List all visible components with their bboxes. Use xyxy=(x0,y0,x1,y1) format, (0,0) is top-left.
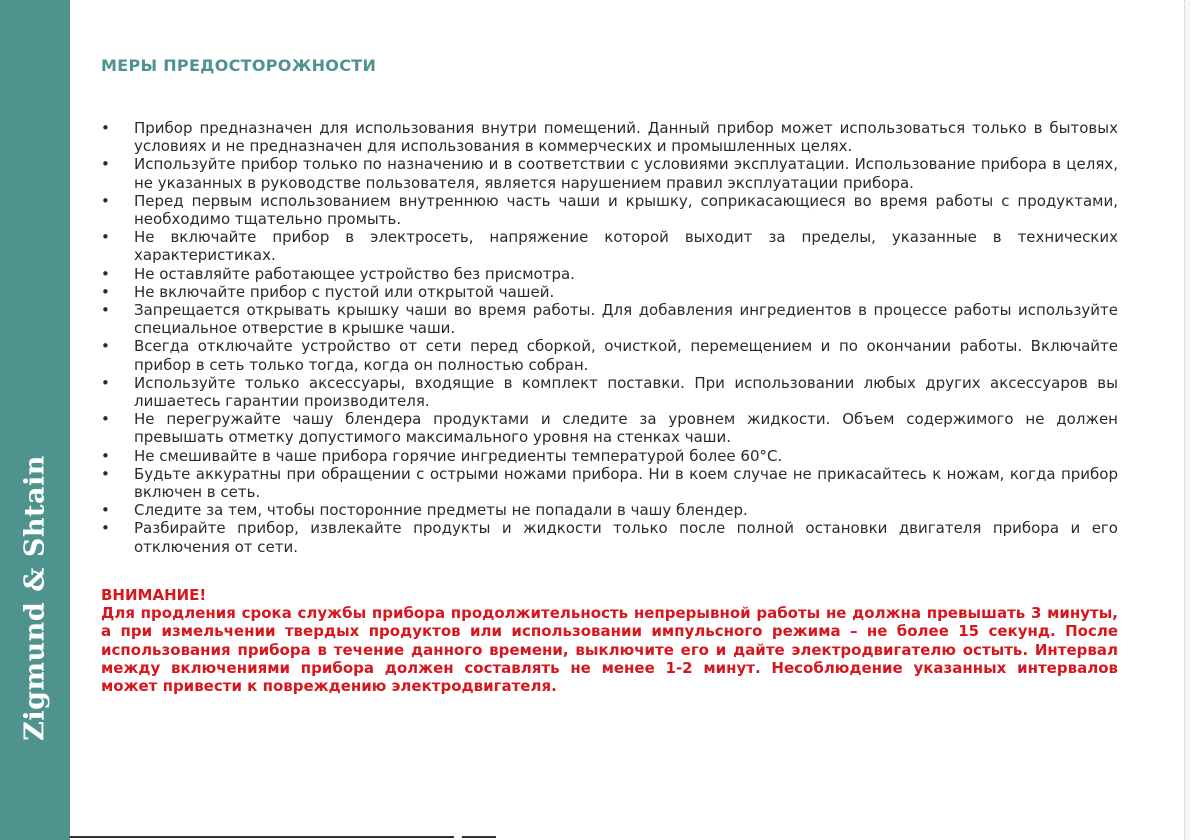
list-item xyxy=(101,155,1118,191)
list-item xyxy=(101,465,1118,501)
list-item xyxy=(101,192,1118,228)
list-item xyxy=(101,265,1118,283)
list-item xyxy=(101,519,1118,555)
list-item xyxy=(101,410,1118,446)
sidebar-band xyxy=(0,0,70,840)
list-item xyxy=(101,301,1118,337)
bullet-icon: • xyxy=(101,446,110,465)
list-item xyxy=(101,501,1118,519)
list-item-text: Используйте только аксессуары, входящие в комплект поставки. При использовании любых других аксессуаров вы лишаетесь гарантии производителя. xyxy=(134,373,1118,411)
list-item-text: Не смешивайте в чаше прибора горячие ингредиенты температурой более 60°С. xyxy=(134,446,783,465)
list-item-text: Перед первым использованием внутреннюю часть чаши и крышку, соприкасающиеся во время работы с продуктами, необходимо тщательно промыть. xyxy=(134,191,1118,229)
bullet-icon: • xyxy=(101,519,110,538)
bullet-icon: • xyxy=(101,191,110,210)
bullet-icon: • xyxy=(101,410,110,429)
bullet-icon: • xyxy=(101,119,110,137)
bullet-icon: • xyxy=(101,301,110,320)
brand-logo: Zigmund & Shtain xyxy=(19,455,51,741)
list-item xyxy=(101,447,1118,465)
list-item-text: Прибор предназначен для использования внутри помещений. Данный прибор может использоваться только в бытовых условиях и не предназначен для использования в коммерческих и промышленных целях. xyxy=(134,119,1118,156)
list-item xyxy=(101,283,1118,301)
precautions-list xyxy=(101,119,1118,556)
list-item-text: Не включайте прибор с пустой или открытой чашей. xyxy=(134,282,555,301)
bullet-icon: • xyxy=(101,373,110,392)
bullet-icon: • xyxy=(101,264,110,283)
list-item-text: Не оставляйте работающее устройство без присмотра. xyxy=(134,264,575,283)
list-item-text: Не включайте прибор в электросеть, напряжение которой выходит за пределы, указанные в технических характеристиках. xyxy=(134,228,1118,265)
page-title: МЕРЫ ПРЕДОСТОРОЖНОСТИ xyxy=(101,56,377,75)
bullet-icon: • xyxy=(101,337,110,356)
list-item xyxy=(101,119,1118,155)
list-item-text: Всегда отключайте устройство от сети перед сборкой, очисткой, перемещением и по окончании работы. Включайте прибор в сеть только тогда, когда он полностью собран. xyxy=(134,337,1118,374)
bullet-icon: • xyxy=(101,282,110,301)
bottom-rule-segment xyxy=(462,836,496,838)
bullet-icon: • xyxy=(101,501,110,520)
list-item-text: Запрещается открывать крышку чаши во время работы. Для добавления ингредиентов в процессе работы используйте специальное отверстие в крышке чаши. xyxy=(134,301,1118,338)
bullet-icon: • xyxy=(101,155,110,174)
page-edge xyxy=(1184,0,1191,840)
warning-block xyxy=(101,586,1118,695)
list-item xyxy=(101,228,1118,264)
list-item-text: Разбирайте прибор, извлекайте продукты и жидкости только после полной остановки двигателя прибора и его отключения от сети. xyxy=(134,519,1118,556)
list-item-text: Не перегружайте чашу блендера продуктами и следите за уровнем жидкости. Объем содержимого не должен превышать отметку допустимого максимального уровня на стенках чаши. xyxy=(134,410,1118,447)
bullet-icon: • xyxy=(101,464,110,483)
warning-title: ВНИМАНИЕ! xyxy=(101,586,207,604)
list-item xyxy=(101,374,1118,410)
warning-text: Для продления срока службы прибора продолжительность непрерывной работы не должна превышать 3 минуты, а при измельчении твердых продуктов или использовании импульсного режима – не более 15 секунд. После использования прибора в течение данного времени, выключите его и дайте электродвигателю остыть. Интервал между включениями прибора должен составлять не менее 1-2 минут. Несоблюдение указанных интервалов может привести к повреждению электродвигателя. xyxy=(101,604,1118,696)
list-item-text: Следите за тем, чтобы посторонние предметы не попадали в чашу блендер. xyxy=(134,501,748,520)
bottom-rule xyxy=(70,836,454,838)
list-item-text: Будьте аккуратны при обращении с острыми ножами прибора. Ни в коем случае не прикасайтесь к ножам, когда прибор включен в сеть. xyxy=(134,464,1118,502)
list-item xyxy=(101,337,1118,373)
list-item-text: Используйте прибор только по назначению и в соответствии с условиями эксплуатации. Использование прибора в целях, не указанных в руководстве пользователя, является нарушением правил эксплуатации прибора. xyxy=(134,155,1118,192)
bullet-icon: • xyxy=(101,228,110,247)
